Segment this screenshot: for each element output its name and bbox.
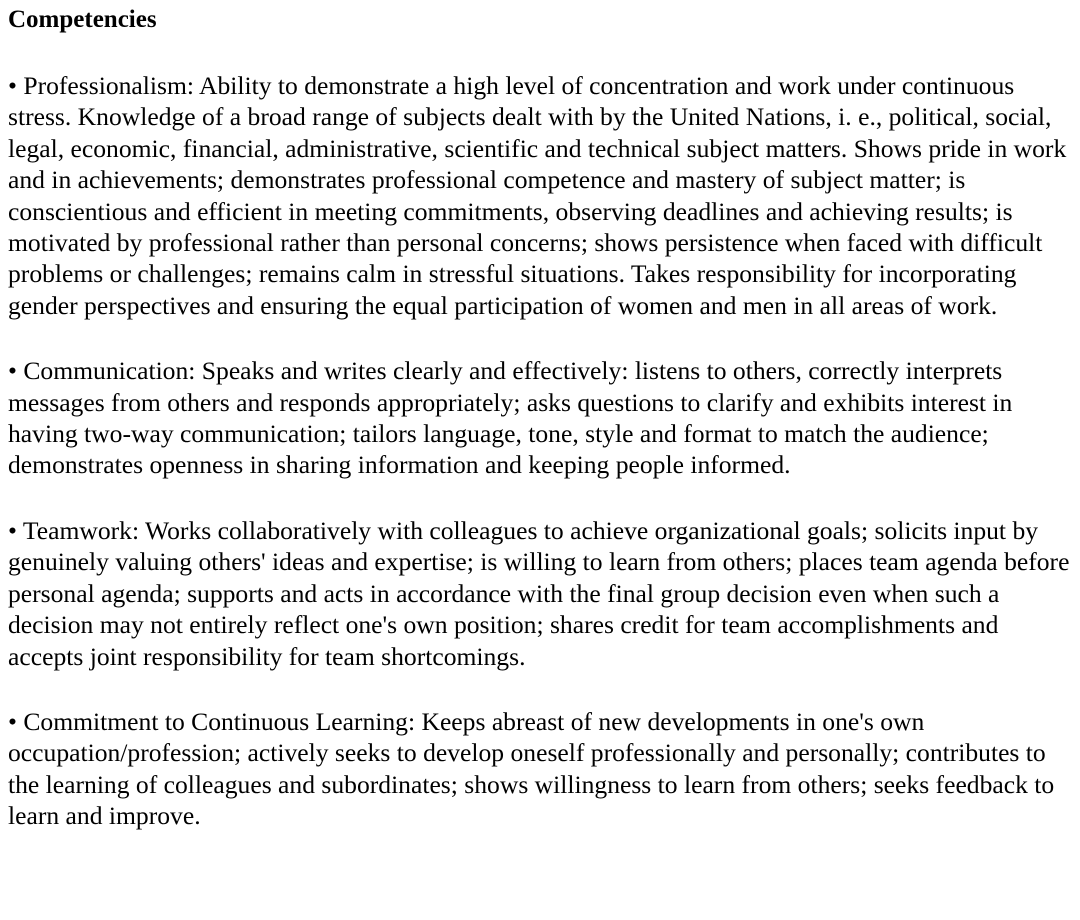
competency-continuous-learning: • Commitment to Continuous Learning: Keeps abreast of new developments in one's own occupation/profession; actively seeks to develop oneself professionally and personally; contributes to the learning of colleagues and subordinates; shows willingness to learn from others; seeks feedback to learn and improve. bbox=[8, 706, 1055, 831]
competencies-section bbox=[8, 4, 1074, 832]
section-heading: Competencies bbox=[8, 6, 157, 33]
competency-communication: • Communication: Speaks and writes clearly and effectively: listens to others, correctly interprets messages from others and responds appropriately; asks questions to clarify and exhibits interest in having two-way communication; tailors language, tone, style and format to match the audience; demonstrates openness in sharing information and keeping people informed. bbox=[8, 356, 1013, 480]
competency-professionalism: • Professionalism: Ability to demonstrate a high level of concentration and work under continuous stress. Knowledge of a broad range of subjects dealt with by the United Nations, i. e., political, social, legal, economic, financial, administrative, scientific and technical subject matters. Shows pride in work and in achievements; demonstrates professional competence and mastery of subject matter; is conscientious and efficient in meeting commitments, observing deadlines and achieving results; is motivated by professional rather than personal concerns; shows persistence when faced with difficult problems or challenges; remains calm in stressful situations. Takes responsibility for incorporating gender perspectives and ensuring the equal participation of women and men in all areas of work. bbox=[8, 71, 1067, 320]
competency-teamwork: • Teamwork: Works collaboratively with colleagues to achieve organizational goals; solicits input by genuinely valuing others' ideas and expertise; is willing to learn from others; places team agenda before personal agenda; supports and acts in accordance with the final group decision even when such a decision may not entirely reflect one's own position; shares credit for team accomplishments and accepts joint responsibility for team shortcomings. bbox=[8, 515, 1070, 671]
